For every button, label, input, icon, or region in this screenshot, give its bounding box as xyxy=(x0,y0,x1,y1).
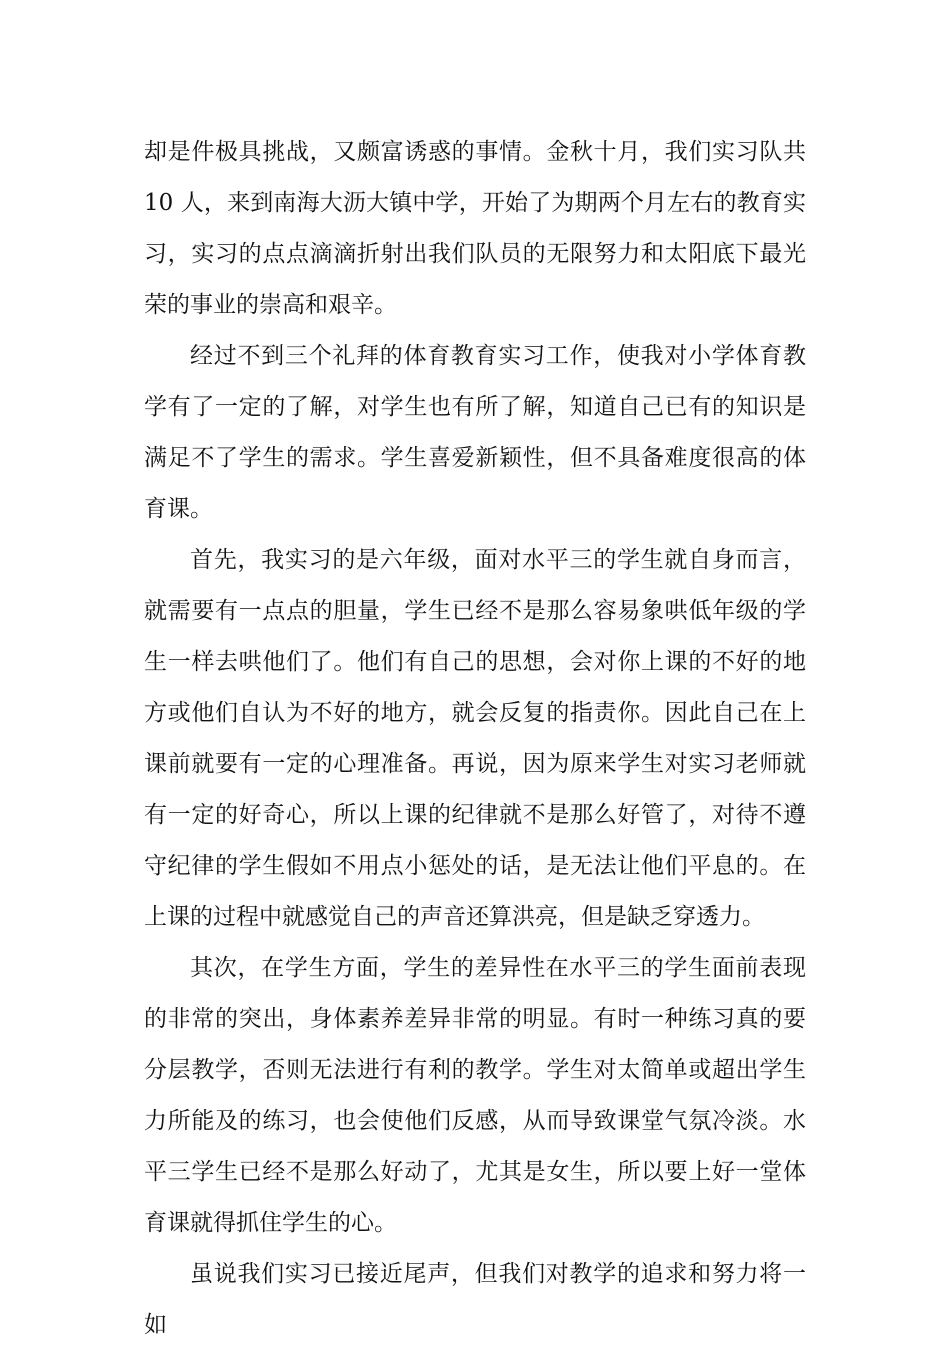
paragraph-3: 首先，我实习的是六年级，面对水平三的学生就自身而言，就需要有一点点的胆量，学生已经不是那么容易象哄低年级的学生一样去哄他们了。他们有自己的思想，会对你上课的不好的地方或他们自认为不好的地方，就会反复的指责你。因此自己在上课前就要有一定的心理准备。再说，因为原来学生对实习老师就有一定的好奇心，所以上课的纪律就不是那么好管了，对待不遵守纪律的学生假如不用点小惩处的话，是无法让他们平息的。在上课的过程中就感觉自己的声音还算洪亮，但是缺乏穿透力。 xyxy=(144,547,806,930)
paragraph-4: 其次，在学生方面，学生的差异性在水平三的学生面前表现的非常的突出，身体素养差异非常的明显。有时一种练习真的要分层教学，否则无法进行有利的教学。学生对太简单或超出学生力所能及的练习，也会使他们反感，从而导致课堂气氛冷淡。水平三学生已经不是那么好动了，尤其是女生，所以要上好一堂体育课就得抓住学生的心。 xyxy=(144,955,806,1236)
paragraph-5: 虽说我们实习已接近尾声，但我们对教学的追求和努力将一如 xyxy=(144,1261,806,1338)
paragraph-1: 却是件极具挑战，又颇富诱惑的事情。金秋十月，我们实习队共 10 人，来到南海大沥大镇中学，开始了为期两个月左右的教育实习，实习的点点滴滴折射出我们队员的无限努力和太阳底下最光荣的事业的崇高和艰辛。 xyxy=(144,139,806,318)
paragraph-2: 经过不到三个礼拜的体育教育实习工作，使我对小学体育教学有了一定的了解，对学生也有所了解，知道自己已有的知识是满足不了学生的需求。学生喜爱新颖性，但不具备难度很高的体育课。 xyxy=(144,343,806,522)
document-page xyxy=(144,127,806,1351)
